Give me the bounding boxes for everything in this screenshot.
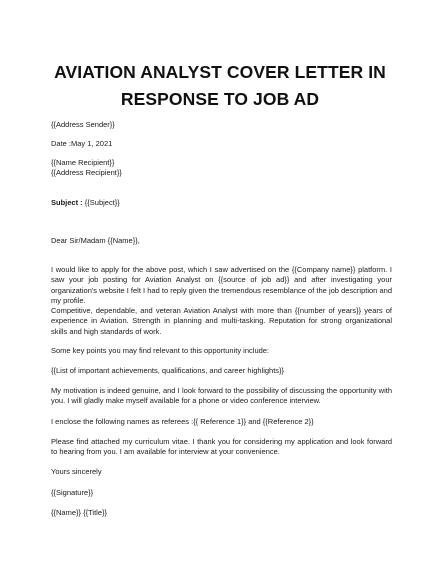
address-sender: {{Address Sender}} (51, 120, 115, 129)
document-title-line-2: RESPONSE TO JOB AD (120, 89, 320, 109)
subject-line (51, 198, 120, 208)
name-recipient: {{Name Recipient}} (51, 158, 115, 167)
signature: {{Signature}} (51, 488, 94, 497)
subject-value: {{Subject}} (82, 198, 120, 207)
paragraph-intro: I would like to apply for the above post, which I saw advertised on the {{Company name}} platform. I saw your job posting for Aviation Analyst on {{source of job ad}} and after investigating your organization's website I felt I had to reply given the tremendous resemblance of the job description and my profile. (51, 265, 392, 306)
paragraph-closing: Please find attached my curriculum vitae. I thank you for considering my application and look forward to hearing from you. I am available for interview at your convenience. (51, 437, 392, 457)
subject-label: Subject : (51, 198, 83, 207)
salutation: Dear Sir/Madam {{Name}}, (51, 236, 140, 245)
paragraph-experience: Competitive, dependable, and veteran Aviation Analyst with more than {{number of years}} years of experience in Aviation. Strength in planning and multi-tasking. Reputation for strong organizational skills and high standards of work. (51, 306, 392, 336)
address-recipient: {{Address Recipient}} (51, 168, 122, 177)
paragraph-motivation: My motivation is indeed genuine, and I look forward to the possibility of discussing the opportunity with you. I will gladly make myself available for a phone or video conference interview. (51, 386, 392, 406)
date-line: Date :May 1, 2021 (51, 139, 113, 148)
paragraph-achievements: {{List of important achievements, qualifications, and career highlights}} (51, 366, 285, 375)
closing-phrase: Yours sincerely (51, 467, 102, 476)
name-title: {{Name}} {{Title}} (51, 508, 108, 517)
paragraph-key-points: Some key points you may find relevant to this opportunity include: (51, 346, 270, 355)
paragraph-referees: I enclose the following names as referees :{{ Reference 1}} and {{Reference 2}} (51, 417, 314, 426)
document-title-line-1: AVIATION ANALYST COVER LETTER IN (54, 62, 386, 82)
